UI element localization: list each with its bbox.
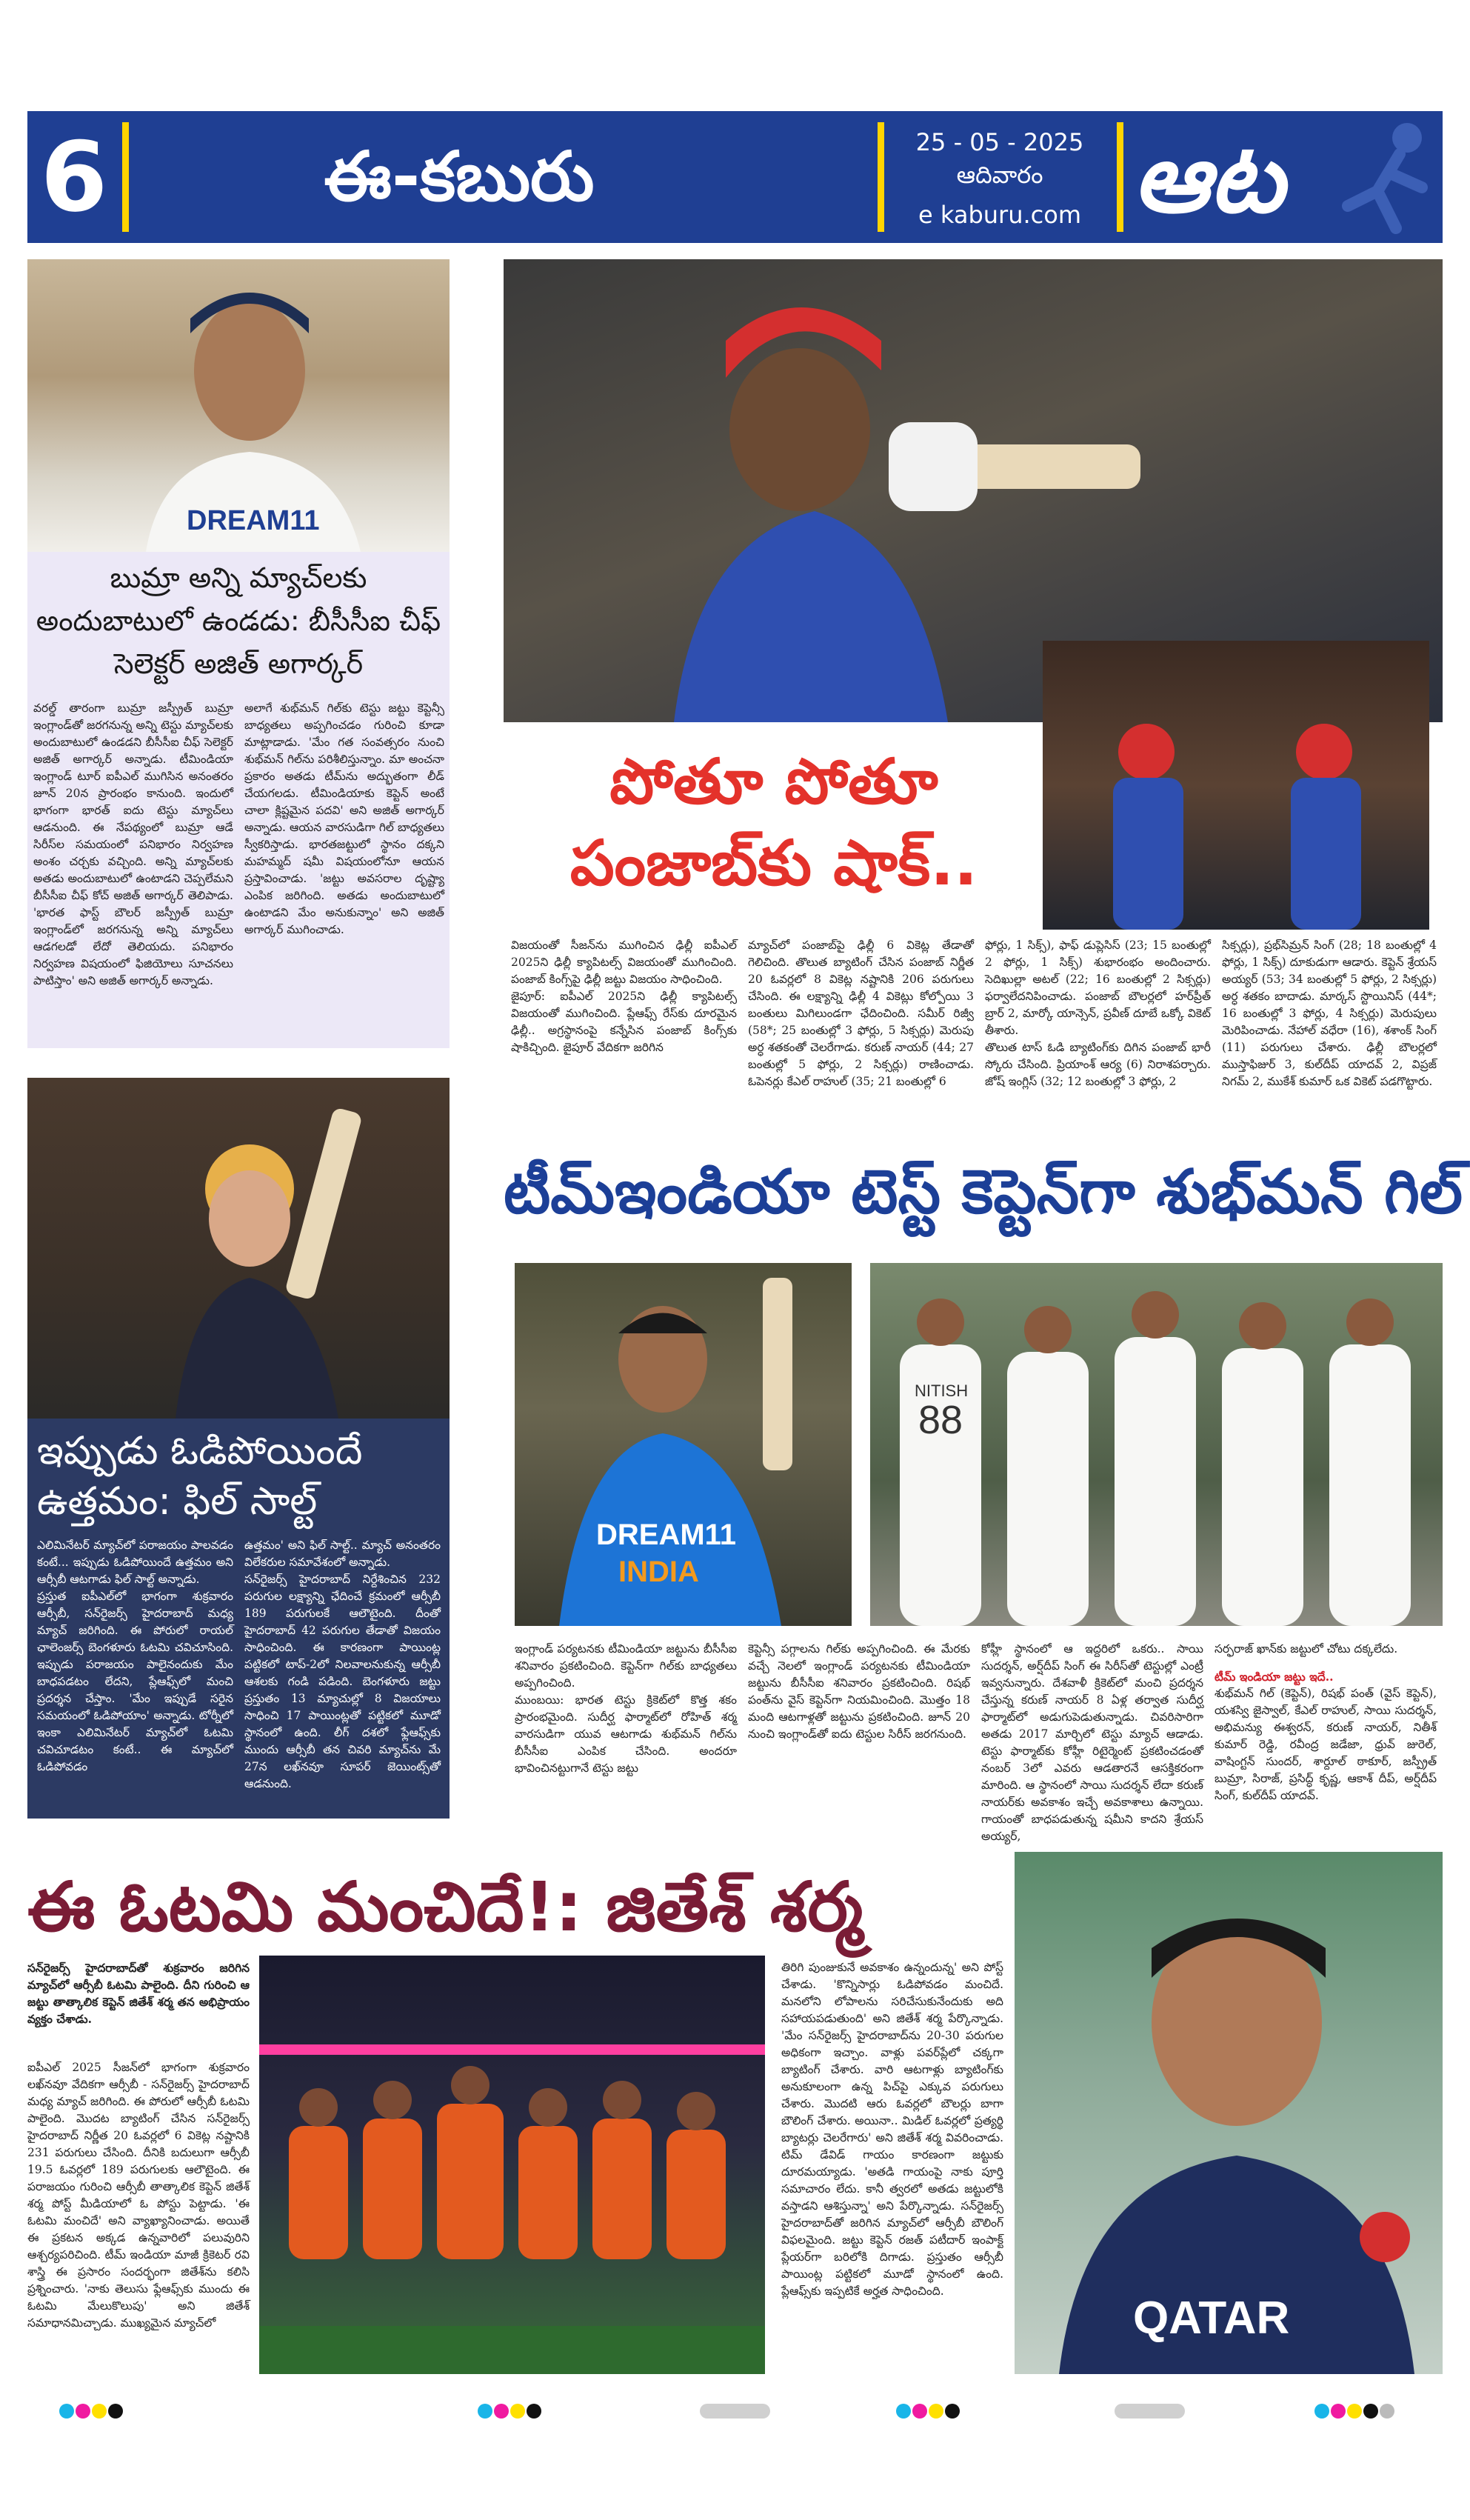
- story1-col2: అలాగే శుభ్‌మన్ గిల్‌కు టెస్టు జట్టు కెప్టెన్సీ బాధ్యతలు అప్పగించడం గురించి కూడా మాట్లాడాడు. 'మేం గత సంవత్సరం నుంచి శుభ్‌మన్ గిల్‌ను పరిశీలిస్తున్నాం. మా అంచనా ప్రకారం అతడు టీమ్‌ను అద్భుతంగా లీడ్ చేయగలడు. టీమిండియాకు కెప్టెన్ అంటే చాలా క్లిష్టమైన పదవి' అని అజిత్ అగార్కర్ అన్నాడు. ఆయన వారసుడిగా గిల్ బాధ్యతలు స్వీకరిస్తాడు. భారతజట్టులో స్థానం దక్కని మహమ్మద్ షమీ విషయంలోనూ ఆయన ప్రస్తావించాడు. 'జట్టు అవసరాల దృష్ట్యా ఎంపిక జరిగింది. అతడు అందుబాటులో ఉంటాడని మేం అనుకున్నాం' అని అజిత్ అగార్కర్ ముగించాడు.: [244, 701, 444, 936]
- svg-text:QATAR: QATAR: [1133, 2293, 1290, 2344]
- website: e kaburu.com: [918, 201, 1081, 229]
- squad-list: శుభ్‌మన్ గిల్ (కెప్టెన్), రిషభ్ పంత్ (వైస్ కెప్టెన్), యశస్వి జైస్వాల్, కేఎల్ రాహుల్, సాయి సుదర్శన్, అభిమన్యు ఈశ్వరన్, కరుణ్ నాయర్, నితీశ్ కుమార్ రెడ్డి, రవీంద్ర జడేజా, ధ్రువ్ జురెల్, వాషింగ్టన్ సుందర్, శార్దూల్ ఠాకూర్, జస్ప్రీత్ బుమ్రా, సిరాజ్, ప్రసిద్ధ్ కృష్ణ, ఆకాశ్ దీప్, అర్ష్‌దీప్ సింగ్, కుల్‌దీప్ యాదవ్.: [1215, 1687, 1437, 1802]
- story5-headline: ఈ ఓటమి మంచిదే!: జితేశ్ శర్మ: [27, 1867, 863, 1947]
- dateline: [889, 126, 1111, 231]
- story4-headline: టీమ్ఇండియా టెస్ట్ కెప్టెన్‌గా శుభ్‌మన్ గిల్: [504, 1157, 1463, 1227]
- section-logo: ఆట: [1133, 121, 1285, 234]
- svg-text:88: 88: [918, 1398, 963, 1442]
- divider: [122, 122, 129, 232]
- phil-salt-photo: [27, 1078, 450, 1419]
- story3-col2: ఉత్తమం' అని ఫిల్ సాల్ట్.. మ్యాచ్ అనంతరం విలేకరుల సమావేశంలో అన్నాడు. సన్‌రైజర్స్ హైదరాబాద్ నిర్దేశించిన 232 పరుగుల లక్ష్యాన్ని ఛేదించే క్రమంలో ఆర్సీబీ 189 పరుగులకే ఆలౌటైంది. దీంతో హైదరాబాద్ 42 పరుగుల తేడాతో విజయం సాధించింది. ఈ కారణంగా పాయింట్ల పట్టికలో టాప్-2లో నిలవాలనుకున్న ఆర్సీబీ ఆశలకు గండి పడింది. బెంగళూరు జట్టు ప్రస్తుతం 13 మ్యాచుల్లో 8 విజయాలు సాధించి 17 పాయింట్లతో పట్టికలో మూడో స్థానంలో ఉంది. లీగ్ దశలో ఫ్లేఆఫ్స్‌కు ముందు ఆర్సీబీ తన చివరి మ్యాచ్‌ను మే 27న లఖ్‌నవూ సూపర్ జెయింట్స్‌తో ఆడనుంది.: [244, 1539, 441, 1790]
- jitesh-photo: [1015, 1852, 1443, 2374]
- story2-headline-line2: పంజాబ్‌కు షాక్..: [569, 827, 978, 899]
- svg-text:DREAM11: DREAM11: [596, 1519, 736, 1551]
- story2-col2: మ్యాచ్‌లో పంజాబ్‌పై ఢిల్లీ 6 వికెట్ల తేడాతో గెలిచింది. తొలుత బ్యాటింగ్ చేసిన పంజాబ్ నిర్ణీత 20 ఓవర్లలో 8 వికెట్ల నష్టానికి 206 పరుగులు చేసింది. ఈ లక్ష్యాన్ని ఢిల్లీ 4 వికెట్లు కోల్పోయి 3 బంతులు మిగిలుండగా ఛేదించింది. సమీర్ రిజ్వీ (58*; 25 బంతుల్లో 3 ఫోర్లు, 5 సిక్సర్లు) మెరుపు అర్ధ శతకంతో చెలరేగాడు. కరుణ్ నాయర్ (44; 27 బంతుల్లో 5 ఫోర్లు, 2 సిక్సర్లు) రాణించాడు. ఓపెనర్లు కేఎల్ రాహుల్ (35; 21 బంతుల్లో 6: [748, 939, 974, 1088]
- story3-col1: ఎలిమినేటర్ మ్యాచ్‌లో పరాజయం పాలవడం కంటే... ఇప్పుడు ఓడిపోయిందే ఉత్తమం అని ఆర్సీబీ ఆటగాడు ఫిల్ సాల్ట్ అన్నాడు. ప్రస్తుత ఐపీఎల్‌లో భాగంగా శుక్రవారం ఆర్సీబీ, సన్‌రైజర్స్ హైదరాబాద్ మధ్య మ్యాచ్ జరిగింది. ఈ పోరులో రాయల్ ఛాలెంజర్స్ బెంగళూరు ఓటమి చవిచూసింది. ఇప్పుడు పరాజయం పాలైనందుకు మేం బాధపడటం లేదని, ప్లేఆఫ్స్‌లో మంచి ప్రదర్శన చేస్తాం. 'మేం ఇప్పుడే సరైన సమయంలో ఓడిపోయాం' అన్నాడు. టోర్నీలో ఇంకా ఎలిమినేటర్ మ్యాచ్‌లో ఓటమి చవిచూడటం కంటే.. ఈ మ్యాచ్‌లో ఓడిపోవడం: [37, 1539, 233, 1773]
- india-team-photo: [870, 1263, 1443, 1626]
- squad-title: టీమ్ ఇండియా జట్టు ఇదే..: [1215, 1670, 1334, 1684]
- color-registration-mark: [1314, 2404, 1396, 2421]
- grey-registration-bar: [1115, 2404, 1185, 2419]
- story2-col3: ఫోర్లు, 1 సిక్స్), ఫాఫ్ డుప్లెసిస్ (23; 15 బంతుల్లో 2 ఫోర్లు, 1 సిక్స్) శుభారంభం అందించారు. సెదిఖుల్లా అటల్ (22; 16 బంతుల్లో 2 సిక్సర్లు) ఫర్వాలేదనిపించాడు. పంజాబ్ బౌలర్లలో హర్‌ప్రీత్ బ్రార్ 2, మార్కో యాన్సెన్, ప్రవీణ్ దూబే ఒక్కో వికెట్ తీశారు. తొలుత టాస్ ఓడి బ్యాటింగ్‌కు దిగిన పంజాబ్ భారీ స్కోరు చేసింది. ప్రియాంశ్ ఆర్య (6) నిరాశపర్చారు. జోష్ ఇంగ్లిస్ (32; 12 బంతుల్లో 3 ఫోర్లు, 2: [985, 939, 1211, 1088]
- story4-col3: కోహ్లీ స్థానంలో ఆ ఇద్దరిలో ఒకరు.. సాయి సుదర్శన్, అర్ష్‌దీప్ సింగ్ ఈ సిరీస్‌తో టెస్టుల్లో ఎంట్రీ ఇవ్వనున్నారు. దేశవాళీ క్రికెట్‌లో మంచి ప్రదర్శన చేస్తున్న కరుణ్ నాయర్ 8 ఏళ్ల తర్వాత సుదీర్ఘ ఫార్మాట్‌లో అడుగుపెడుతున్నాడు. చివరిసారిగా అతడు 2017 మార్చిలో టెస్టు మ్యాచ్ ఆడాడు. టెస్టు ఫార్మాట్‌కు కోహ్లీ రిటైర్మెంట్ ప్రకటించడంతో నంబర్ 3లో ఎవరు ఆడతారనే ఆసక్తికరంగా మారింది. ఆ స్థానంలో సాయి సుదర్శన్ లేదా కరుణ్ నాయర్‌కు అవకాశం ఇచ్చే అవకాశాలు ఉన్నాయి. గాయంతో బాధపడుతున్న షమీని కాదని శ్రేయస్ అయ్యర్,: [981, 1642, 1203, 1843]
- grey-registration-bar: [700, 2404, 770, 2419]
- svg-text:DREAM11: DREAM11: [187, 505, 320, 536]
- date: 25 - 05 - 2025: [915, 128, 1084, 156]
- runner-icon: [1326, 117, 1437, 239]
- svg-text:NITISH: NITISH: [915, 1381, 969, 1400]
- page-number: 6: [40, 121, 108, 233]
- divider: [1117, 122, 1123, 232]
- color-registration-mark: [478, 2404, 543, 2421]
- story3-headline: ఇప్పుడు ఓడిపోయిందే ఉత్తమం: ఫిల్ సాల్ట్: [37, 1429, 363, 1524]
- story4-col4: సర్ఫరాజ్ ఖాన్‌కు జట్టులో చోటు దక్కలేదు.: [1215, 1642, 1398, 1656]
- srh-celebration-photo: [259, 1956, 765, 2374]
- story5-lead: సన్‌రైజర్స్ హైదరాబాద్‌తో శుక్రవారం జరిగిన మ్యాచ్‌లో ఆర్సీబీ ఓటమి పాలైంది. దీని గురించి ఆ జట్టు తాత్కాలిక కెప్టెన్ జితేశ్ శర్మ తన అభిప్రాయం వ్యక్తం చేశాడు.: [27, 1961, 250, 2026]
- story4-col2: కెప్టెన్సీ పగ్గాలను గిల్‌కు అప్పగించింది. ఈ మేరకు వచ్చే నెలలో ఇంగ్లాండ్ పర్యటనకు టీమిండియా జట్టును బీసీసీఐ శనివారం ప్రకటించింది. రిషభ్ పంత్‌ను వైస్ కెప్టెన్‌గా నియమించింది. మొత్తం 18 మంది ఆటగాళ్లతో జట్టును ప్రకటించింది. జూన్ 20 నుంచి ఇంగ్లాండ్‌తో ఐదు టెస్టుల సిరీస్ జరగనుంది.: [748, 1642, 970, 1741]
- gill-photo: [515, 1263, 852, 1626]
- story1-col1: వరల్డ్ తారంగా బుమ్రా జస్ప్రీత్ బుమ్రా ఇంగ్లాండ్‌తో జరగనున్న అన్ని టెస్టు మ్యాచ్‌లకు అందుబాటులో ఉండడని బీసీసీఐ చీఫ్ సెలెక్టర్ అజిత్ అగార్కర్ అన్నాడు. టీమిండియా ఇంగ్లాండ్ టూర్ ఐపీఎల్ ముగిసిన అనంతరం జూన్ 20న ప్రారంభం కానుంది. ఇందులో భాగంగా భారత్ ఐదు టెస్టు మ్యాచ్‌లు ఆడనుంది. ఈ నేపథ్యంలో బుమ్రా ఆడే సిరీస్‌ల సమయంలో పనిభారం నిర్వహణ అంశం చర్చకు వచ్చింది. అన్ని మ్యాచ్‌లకు అతడు అందుబాటులో ఉంటాడని చెప్పలేమని బీసీసీఐ చీఫ్ కోచ్ అజిత్ అగార్కర్ తెలిపాడు. 'భారత ఫాస్ట్ బౌలర్ జస్ప్రీత్ బుమ్రా ఇంగ్లాండ్‌లో జరగనున్న అన్ని మ్యాచ్‌లు ఆడగలడో లేదో తెలియదు. పనిభారం నిర్వహణ విషయంలో ఫిజియోలు సూచనలు పాటిస్తాం' అని అజిత్ అగార్కర్ అన్నాడు.: [33, 701, 233, 987]
- story4-col1: ఇంగ్లాండ్ పర్యటనకు టీమిండియా జట్టును బీసీసీఐ శనివారం ప్రకటించింది. కెప్టెన్‌గా గిల్‌కు బాధ్యతలు అప్పగించింది. ముంబయి: భారత టెస్టు క్రికెట్‌లో కొత్త శకం ప్రారంభమైంది. సుదీర్ఘ ఫార్మాట్‌లో రోహిత్ శర్మ వారసుడిగా యువ ఆటగాడు శుభ్‌మన్ గిల్‌ను బీసీసీఐ ఎంపిక చేసింది. అందరూ భావించినట్టుగానే టెస్టు జట్టు: [515, 1642, 737, 1775]
- story1-headline: బుమ్రా అన్ని మ్యాచ్‌లకు అందుబాటులో ఉండడు: బీసీసీఐ చీఫ్ సెలెక్టర్ అజిత్ అగార్కర్: [27, 552, 450, 690]
- story4-col4-box: [1215, 1641, 1437, 1833]
- story2-col4: సిక్సర్లు), ప్రభ్‌సిమ్రన్ సింగ్ (28; 18 బంతుల్లో 4 ఫోర్లు, 1 సిక్స్) దూకుడుగా ఆడారు. కెప్టెన్ శ్రేయస్ అయ్యర్ (53; 34 బంతుల్లో 5 ఫోర్లు, 2 సిక్సర్లు) అర్ధ శతకం బాదాడు. మార్కస్ స్టొయినిస్ (44*; 16 బంతుల్లో 3 ఫోర్లు, 4 సిక్సర్లు) మెరుపులు మెరిపించాడు. నేహాల్ వధేరా (16), శశాంక్ సింగ్ (11) పరుగులు చేశారు. ఢిల్లీ బౌలర్లలో ముస్తాఫిజుర్ 3, కుల్‌దీప్ యాదవ్ 2, విప్రజ్ నిగమ్ 2, ముకేశ్ కుమార్ ఒక వికెట్ పడగొట్టారు.: [1222, 939, 1437, 1088]
- story5-col1: ఐపీఎల్ 2025 సీజన్‌లో భాగంగా శుక్రవారం లఖ్‌నవూ వేదికగా ఆర్సీబీ - సన్‌రైజర్స్ హైదరాబాద్ మధ్య మ్యాచ్ జరిగింది. ఈ పోరులో ఆర్సీబీ ఓటమి పాలైంది. మొదట బ్యాటింగ్ చేసిన సన్‌రైజర్స్ హైదరాబాద్ నిర్ణీత 20 ఓవర్లలో 6 వికెట్ల నష్టానికి 231 పరుగులు చేసింది. దీనికి బదులుగా ఆర్సీబీ 19.5 ఓవర్లలో 189 పరుగులకు ఆలౌటైంది. ఈ పరాజయం గురించి ఆర్సీబీ తాత్కాలిక కెప్టెన్ జితేశ్ శర్మ పోస్ట్ మీడియాలో ఓ పోస్టు పెట్టాడు. 'ఈ ఓటమి మంచిదే' అని వ్యాఖ్యానించాడు. అయితే ఈ ప్రకటన అక్కడ ఉన్నవారిలో పలువురిని ఆశ్చర్యపరిచింది. టీమ్ ఇండియా మాజీ క్రికెటర్ రవి శాస్త్రి ఈ ప్రసారం సందర్భంగా జితేశ్‌ను కలిసి ప్రశ్నించారు. 'నాకు తెలుసు ఫ్లేఆఫ్స్‌కు ముందు ఈ ఓటమి మేలుకొలుపు' అని జితేశ్ సమాధానమిచ్చాడు. ముఖ్యమైన మ్యాచ్‌లో: [27, 2061, 250, 2330]
- paper-name: ఈ-కబురు: [324, 137, 595, 216]
- story2-headline-line1: పోతూ పోతూ: [609, 745, 938, 818]
- story2-headline: [518, 741, 1029, 904]
- divider: [878, 122, 884, 232]
- delhi-batters-photo: [1043, 641, 1429, 930]
- bumrah-photo: [27, 259, 450, 552]
- story5-col2: తిరిగి పుంజుకునే అవకాశం ఉన్నందున్న' అని పోస్ట్ చేశాడు. 'కొన్నిసార్లు ఓడిపోవడం మంచిదే. మనలోని లోపాలను సరిచేసుకునేందుకు అది సహాయపడుతుంది' అని జితేశ్ శర్మ పేర్కొన్నాడు. 'మేం సన్‌రైజర్స్ హైదరాబాద్‌ను 20-30 పరుగుల అధికంగా ఇచ్చాం. వాళ్లు పవర్‌ప్లేలో చక్కగా బ్యాటింగ్ చేశారు. వారి ఆటగాళ్లు బ్యాటింగ్‌కు అనుకూలంగా ఉన్న పిచ్‌పై ఎక్కువ పరుగులు చేశారు. మొదటి ఆరు ఓవర్లలో బౌలర్లు బాగా బౌలింగ్ చేశారు. అయినా.. మిడిల్ ఓవర్లలో ప్రత్యర్థి బ్యాటర్లు చెలరేగారు' అని జితేశ్ శర్మ వివరించాడు. టిమ్ డేవిడ్ గాయం కారణంగా జట్టుకు దూరమయ్యాడు. 'అతడి గాయంపై నాకు పూర్తి సమాచారం లేదు. కానీ త్వరలో అతడు జట్టులోకి వస్తాడని ఆశిస్తున్నా' అని పేర్కొన్నాడు. సన్‌రైజర్స్ హైదరాబాద్‌తో జరిగిన మ్యాచ్‌లో ఆర్సీబీ బౌలింగ్ విఫలమైంది. జట్టు కెప్టెన్ రజత్ పటీదార్ ఇంపాక్ట్ ప్లేయర్‌గా బరిలోకి దిగాడు. ప్రస్తుతం ఆర్సీబీ పాయింట్ల పట్టికలో మూడో స్థానంలో ఉంది. ప్లేఆఫ్స్‌కు ఇప్పటికే అర్హత సాధించింది.: [781, 1961, 1003, 2298]
- svg-text:INDIA: INDIA: [618, 1556, 699, 1588]
- story2-col1: విజయంతో సీజన్‌ను ముగించిన ఢిల్లీ ఐపీఎల్ 2025ని ఢిల్లీ క్యాపిటల్స్ విజయంతో ముగించింది. పంజాబ్ కింగ్స్‌పై ఢిల్లీ జట్టు విజయం సాధించింది. జైపూర్: ఐపీఎల్ 2025ని ఢిల్లీ క్యాపిటల్స్ విజయంతో ముగించింది. ప్లేఆఫ్స్ రేస్‌కు దూరమైన ఢిల్లీ.. అగ్రస్థానంపై కన్నేసిన పంజాబ్ కింగ్స్‌కు షాకిచ్చింది. జైపూర్ వేదికగా జరిగిన: [511, 939, 737, 1054]
- color-registration-mark: [896, 2404, 961, 2421]
- color-registration-mark: [59, 2404, 124, 2421]
- day: ఆదివారం: [956, 161, 1043, 189]
